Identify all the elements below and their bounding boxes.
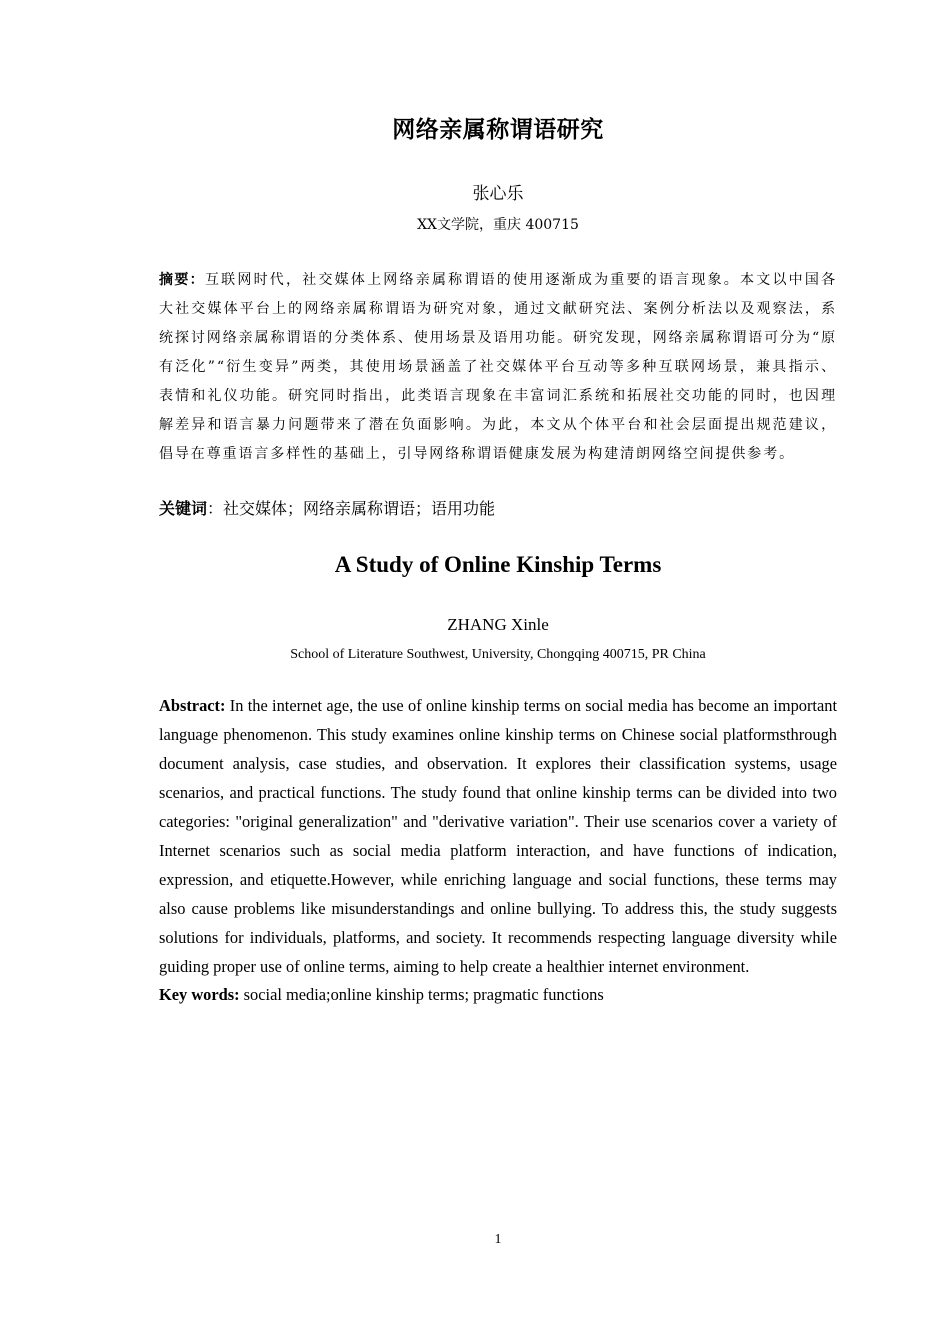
- english-keywords: [159, 980, 837, 1009]
- english-title: A Study of Online Kinship Terms: [334, 552, 662, 577]
- english-keywords-text: social media;online kinship terms; pragmatic functions: [239, 985, 604, 1004]
- chinese-keywords-text: ：社交媒体；网络亲属称谓语；语用功能: [207, 499, 496, 518]
- chinese-title: 网络亲属称谓语研究: [392, 117, 604, 143]
- english-author: ZHANG Xinle: [447, 615, 549, 634]
- chinese-keywords-label: 关键词: [159, 499, 208, 518]
- chinese-affiliation: XX文学院，重庆 400715: [417, 217, 579, 233]
- english-keywords-label: Key words:: [159, 985, 240, 1004]
- english-abstract-label: Abstract:: [159, 696, 226, 715]
- chinese-abstract-label: 摘要：: [159, 272, 205, 288]
- english-affiliation: School of Literature Southwest, University, Chongqing 400715, PR China: [290, 647, 706, 662]
- page-number: 1: [494, 1232, 502, 1247]
- english-abstract: [159, 691, 837, 981]
- chinese-abstract: [159, 266, 837, 469]
- chinese-keywords: [159, 496, 837, 522]
- chinese-abstract-text: 互联网时代，社交媒体上网络亲属称谓语的使用逐渐成为重要的语言现象。本文以中国各大社交媒体平台上的网络亲属称谓语为研究对象，通过文献研究法、案例分析法以及观察法，系统探讨网络亲属称谓语的分类体系、使用场景及语用功能。研究发现，网络亲属称谓语可分为“原有泛化”“衍生变异”两类，其使用场景涵盖了社交媒体平台互动等多种互联网场景，兼具指示、表情和礼仪功能。研究同时指出，此类语言现象在丰富词汇系统和拓展社交功能的同时，也因理解差异和语言暴力问题带来了潜在负面影响。为此，本文从个体平台和社会层面提出规范建议，倡导在尊重语言多样性的基础上，引导网络称谓语健康发展为构建清朗网络空间提供参考。: [159, 272, 837, 462]
- english-abstract-text: In the internet age, the use of online kinship terms on social media has become an important language phenomenon. This study examines online kinship terms on Chinese social platformsthrough document analysis, case studies, and observation. It explores their classification systems, usage scenarios, and practical functions. The study found that online kinship terms can be divided into two categories: "original generalization" and "derivative variation". Their use scenarios cover a variety of Internet scenarios such as social media platform interaction, and have functions of indication, expression, and etiquette.However, while enriching language and social functions, these terms may also cause problems like misunderstandings and online bullying. To address this, the study suggests solutions for individuals, platforms, and society. It recommends respecting language diversity while guiding proper use of online terms, aiming to help create a healthier internet environment.: [159, 696, 837, 976]
- chinese-author: 张心乐: [472, 184, 524, 204]
